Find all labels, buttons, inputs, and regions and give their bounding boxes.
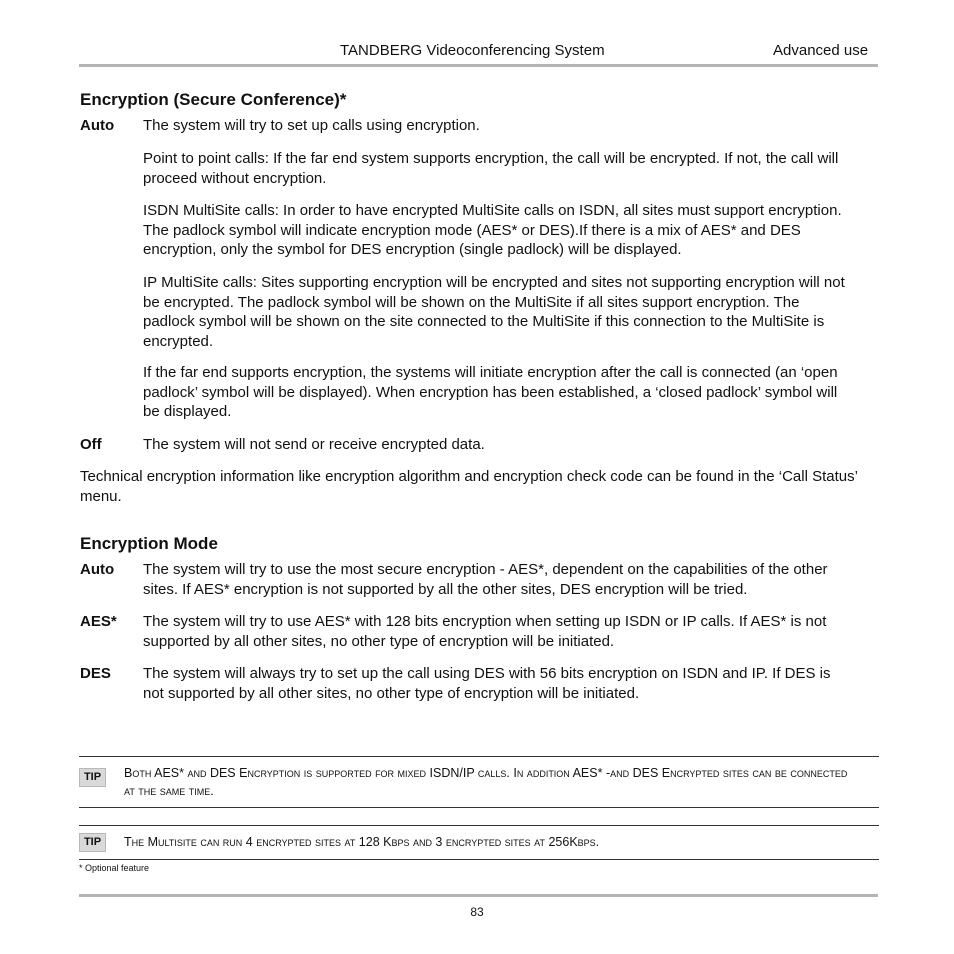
tip-2-bottom-rule	[79, 859, 879, 860]
technical-note: Technical encryption information like encryption algorithm and encryption check code can be found in the ‘Call Status’ menu.	[80, 468, 858, 505]
mode-aes-term: AES*	[80, 613, 117, 630]
encryption-auto-paragraph-4: IP MultiSite calls: Sites supporting encryption will be encrypted and sites not supporting encryption will not be encrypted. The padlock symbol will be shown on the MultiSite if all sites support encryption. The padlock symbol will be shown on the site connected to the MultiSite if this connection to the MultiSite is encrypted.	[143, 274, 845, 350]
tip-1-badge: TIP	[79, 768, 106, 787]
encryption-auto-paragraph-2: Point to point calls: If the far end system supports encryption, the call will be encrypted. If not, the call will proceed without encryption.	[143, 150, 839, 187]
mode-des-paragraph: The system will always try to set up the call using DES with 56 bits encryption on ISDN and IP. If DES is not supported by all other sites, no other type of encryption will be initiated.	[143, 665, 831, 702]
header-title: TANDBERG Videoconferencing System	[340, 42, 605, 59]
tip-2-badge: TIP	[79, 833, 106, 852]
tip-1-text: Both AES* and DES Encryption is supported for mixed ISDN/IP calls. In addition AES* -and DES Encrypted sites can be connected at the same time.	[124, 766, 848, 798]
footer-rule	[79, 894, 878, 897]
mode-aes-paragraph: The system will try to use AES* with 128 bits encryption when setting up ISDN or IP calls. If AES* is not supported by all other sites, no other type of encryption will be initiated.	[143, 613, 827, 650]
encryption-auto-paragraph-5: If the far end supports encryption, the systems will initiate encryption after the call is connected (an ‘open padlock’ symbol will be displayed). When encryption has been established, a ‘closed padlock’ symbol will be displayed.	[143, 364, 838, 420]
header-rule	[79, 64, 878, 67]
mode-auto-paragraph: The system will try to use the most secure encryption - AES*, dependent on the capabilities of the other sites. If AES* encryption is not supported by all the other sites, DES encryption will be tried.	[143, 561, 828, 598]
encryption-auto-paragraph-1: The system will try to set up calls using encryption.	[143, 117, 480, 134]
encryption-auto-paragraph-3: ISDN MultiSite calls: In order to have encrypted MultiSite calls on ISDN, all sites must support encryption. The padlock symbol will indicate encryption mode (AES* or DES).If there is a mix of AES* and DES encryption, only the symbol for DES encryption (single padlock) will be displayed.	[143, 202, 842, 258]
mode-des-term: DES	[80, 665, 111, 682]
mode-auto-term: Auto	[80, 561, 115, 578]
encryption-heading: Encryption (Secure Conference)*	[80, 90, 347, 109]
header-section: Advanced use	[773, 42, 869, 59]
encryption-off-term: Off	[80, 436, 102, 453]
encryption-mode-heading: Encryption Mode	[80, 534, 218, 553]
tip-2-text: The Multisite can run 4 encrypted sites at 128 Kbps and 3 encrypted sites at 256Kbps.	[124, 835, 600, 849]
encryption-auto-term: Auto	[80, 117, 115, 134]
footnote: * Optional feature	[79, 863, 150, 873]
tip-1-bottom-rule	[79, 807, 879, 808]
tip-1-top-rule	[79, 756, 879, 757]
encryption-off-paragraph: The system will not send or receive encrypted data.	[143, 436, 485, 453]
tip-2-top-rule	[79, 825, 879, 826]
page-number: 83	[470, 905, 484, 919]
